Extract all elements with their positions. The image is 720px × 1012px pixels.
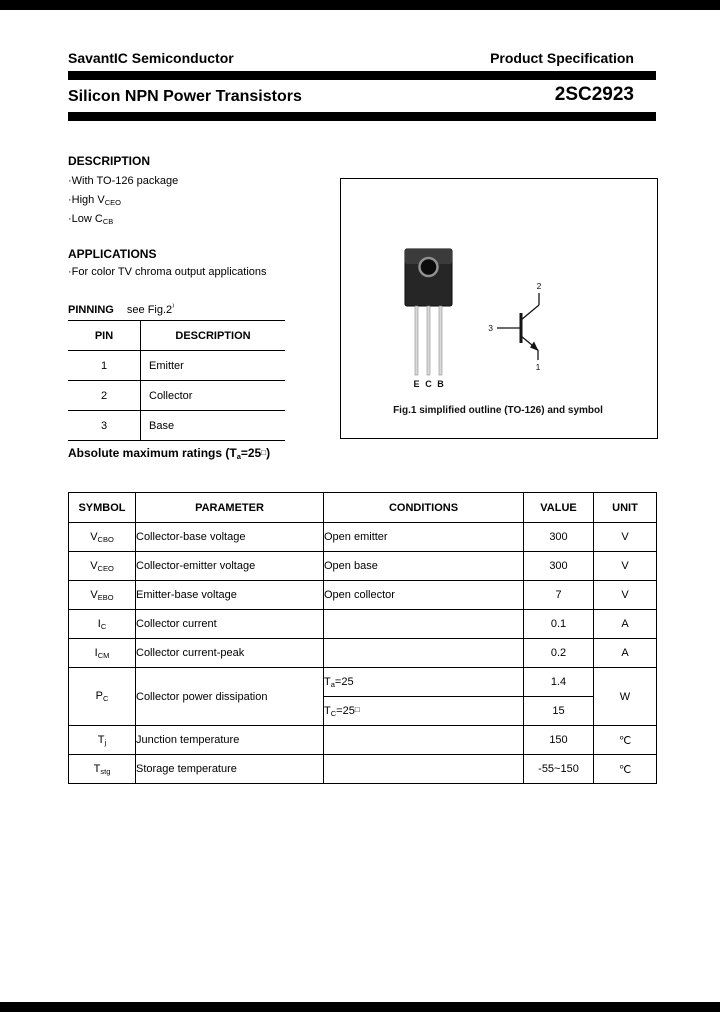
emitter-lead [415,306,418,375]
symbol-sub: j [104,737,107,747]
symbol-cell [69,552,136,581]
table-row [69,668,657,697]
description-item [68,172,178,191]
pinning-table [68,320,285,441]
parameter-cell: Collector power dissipation [136,668,324,726]
symbol-sub: stg [100,766,111,776]
table-row [68,381,285,411]
table-row [69,610,657,639]
description-item-sub: CB [102,217,114,226]
symbol-collector-diagonal [521,305,539,320]
conditions-cell: Open base [324,552,524,581]
package-outline-drawing [405,249,452,389]
symbol-sub: CBO [97,534,114,544]
unit-cell: ℃ [594,726,657,755]
symbol-sub: C [102,694,109,704]
unit-cell: V [594,552,657,581]
conditions-cell [324,639,524,668]
ratings-heading-rest: =25 [240,446,262,460]
header-rule [68,71,656,80]
value-cell: 0.2 [524,639,594,668]
value-cell: 150 [524,726,594,755]
symbol-sub: CM [97,650,110,660]
table-row [69,755,657,784]
value-cell: 300 [524,523,594,552]
symbol-cell [69,755,136,784]
pin-number-cell: 3 [68,411,141,441]
column-header-symbol: SYMBOL [69,493,136,523]
degree-glyph: □ [261,448,267,457]
table-row [69,639,657,668]
pin-number-cell: 2 [68,381,141,411]
table-row [69,726,657,755]
symbol-cell [69,726,136,755]
symbol-base: I [94,646,98,659]
top-border-bar [0,0,720,10]
symbol-pin1-label: 1 [535,362,541,372]
symbol-cell [69,523,136,552]
table-row [69,581,657,610]
symbol-base: V [90,559,98,572]
description-item-text: ·With TO-126 package [68,175,179,187]
ratings-heading-close: ) [266,446,271,460]
conditions-cell [324,726,524,755]
condition-rest: =25 [334,675,354,688]
title-rule [68,112,656,121]
table-row [69,552,657,581]
unit-cell: V [594,523,657,552]
symbol-base: V [90,588,98,601]
unit-cell: A [594,610,657,639]
condition-base: T [324,704,331,717]
description-heading: DESCRIPTION [68,154,151,168]
applications-item-text: ·For color TV chroma output applications [68,266,267,278]
conditions-cell [324,755,524,784]
symbol-cell [69,639,136,668]
parameter-cell: Collector-base voltage [136,523,324,552]
applications-heading: APPLICATIONS [68,247,157,261]
conditions-cell: Open collector [324,581,524,610]
conditions-cell [324,610,524,639]
table-row [68,411,285,441]
symbol-cell [69,610,136,639]
symbol-sub: CEO [97,563,114,573]
figure-caption: Fig.1 simplified outline (TO-126) and symbol [393,405,603,416]
ratings-heading [68,446,270,461]
figure-box [340,178,658,439]
emitter-arrowhead-icon [530,342,539,352]
value-cell: 300 [524,552,594,581]
pinning-header-row [68,321,285,351]
applications-item [68,266,267,278]
parameter-cell: Collector-emitter voltage [136,552,324,581]
symbol-pin3-label: 3 [488,323,493,333]
symbol-base: T [97,733,105,746]
degree-glyph: □ [354,704,360,714]
parameter-cell: Storage temperature [136,755,324,784]
ratings-heading-text: Absolute maximum ratings (T [68,446,237,460]
value-cell: 7 [524,581,594,610]
unit-cell: V [594,581,657,610]
description-item-text: ·High V [68,194,105,206]
description-item [68,210,178,229]
pin-column-header: PIN [68,321,141,351]
column-header-unit: UNIT [594,493,657,523]
value-cell: 15 [524,697,594,726]
condition-sub: C [330,708,337,718]
parameter-cell: Collector current [136,610,324,639]
pin-number-cell: 1 [68,351,141,381]
description-item-text: ·Low C [68,213,103,225]
unit-cell: ℃ [594,755,657,784]
description-item [68,191,178,210]
symbol-base: P [95,690,103,703]
column-header-conditions: CONDITIONS [324,493,524,523]
condition-base: T [324,675,331,688]
pinning-note-mark: ⁾ [172,302,175,312]
lead-label-c: C [425,379,432,389]
pin-description-cell: Collector [141,381,286,411]
symbol-cell [69,581,136,610]
pin-description-cell: Emitter [141,351,286,381]
ratings-heading-sub: a [236,452,241,461]
bottom-border-bar [0,1002,720,1012]
value-cell: -55~150 [524,755,594,784]
figure-drawing [341,179,655,436]
condition-sub: a [330,679,335,689]
value-cell: 0.1 [524,610,594,639]
pinning-heading-line [68,302,174,316]
pinning-heading: PINNING [68,304,114,316]
base-lead [439,306,442,375]
description-item-sub: CEO [104,198,121,207]
pinning-note: see Fig.2 [126,304,173,316]
value-cell: 1.4 [524,668,594,697]
column-header-value: VALUE [524,493,594,523]
conditions-cell [324,668,524,697]
ratings-header-row [69,493,657,523]
column-header-parameter: PARAMETER [136,493,324,523]
doc-type-label: Product Specification [490,50,634,66]
symbol-base: I [97,617,101,630]
transistor-symbol [497,293,539,360]
conditions-cell: Open emitter [324,523,524,552]
unit-cell: A [594,639,657,668]
symbol-cell [69,668,136,726]
description-list [68,172,178,229]
parameter-cell: Emitter-base voltage [136,581,324,610]
part-number: 2SC2923 [554,84,634,105]
collector-lead [427,306,430,375]
table-row [69,523,657,552]
lead-label-e: E [413,379,420,389]
lead-label-b: B [437,379,444,389]
ratings-table [68,492,657,784]
pin-description-cell: Base [141,411,286,441]
description-column-header: DESCRIPTION [141,321,286,351]
symbol-sub: C [100,621,107,631]
symbol-sub: EBO [97,592,114,602]
company-name: SavantIC Semiconductor [68,50,234,66]
symbol-base: T [93,762,101,775]
unit-cell: W [594,668,657,726]
symbol-pin2-label: 2 [536,281,542,291]
parameter-cell: Collector current-peak [136,639,324,668]
symbol-base: V [90,530,98,543]
conditions-cell [324,697,524,726]
product-family-title: Silicon NPN Power Transistors [68,88,302,105]
parameter-cell: Junction temperature [136,726,324,755]
condition-rest: =25 [336,704,355,717]
table-row [68,351,285,381]
mounting-hole [420,258,438,276]
